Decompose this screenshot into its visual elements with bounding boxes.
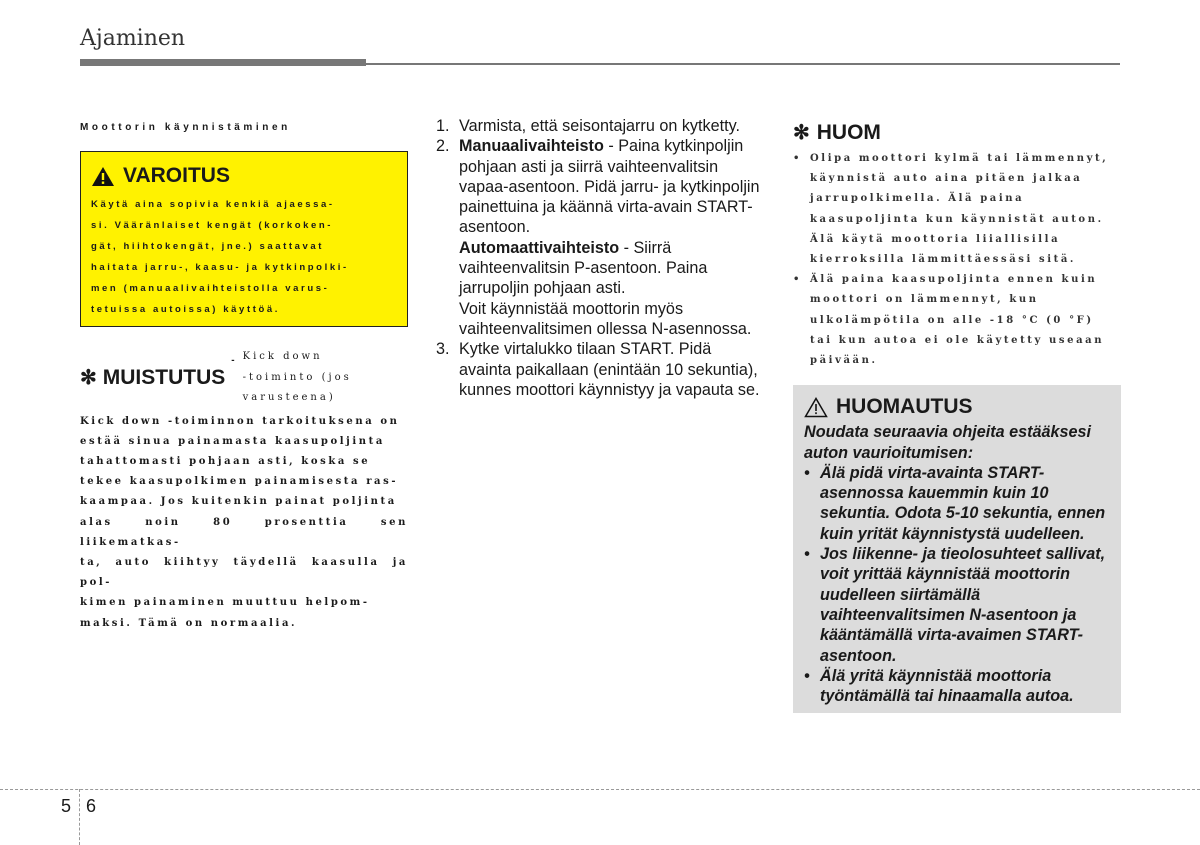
chapter-number: 5 bbox=[61, 796, 72, 816]
note-body-line: kimen painaminen muuttuu helpom- bbox=[80, 597, 370, 609]
note-body-line: Kick down -toiminnon tarkoituksena on bbox=[80, 415, 400, 427]
manual-transmission-label: Manuaalivaihteisto bbox=[459, 137, 604, 156]
note-subtitle-line: -toiminto (jos bbox=[242, 371, 352, 383]
note-body-line: alas noin 80 prosenttia sen liikematkas- bbox=[80, 516, 408, 548]
warning-line: men (manuaalivaihteistolla varus- bbox=[91, 283, 330, 294]
step-number: 3. bbox=[436, 340, 450, 359]
step-item bbox=[436, 116, 766, 136]
caution-item-text: Älä pidä virta-avainta START-asennossa kauemmin kuin 10 sekuntia. Odota 5-10 sekuntia, ennen kuin yrität käynnistystä uudelleen. bbox=[820, 463, 1106, 543]
header-rule-thin bbox=[366, 63, 1120, 65]
note-body-line: kaampaa. Jos kuitenkin painat poljinta bbox=[80, 496, 397, 508]
note-body bbox=[80, 412, 408, 634]
note-subtitle-line: varusteena) bbox=[242, 392, 336, 403]
step-item bbox=[436, 136, 766, 237]
step-subparagraph bbox=[436, 299, 766, 340]
bullet: • bbox=[793, 153, 802, 164]
footer-dashed-rule bbox=[0, 789, 1200, 790]
section-heading: Moottorin käynnistäminen bbox=[80, 122, 291, 133]
step-text: Kytke virtalukko tilaan START. Pidä avainta paikallaan (enintään 10 sekuntia), kunnes moottori käynnistyy ja vapauta se. bbox=[459, 340, 760, 399]
huom-title-row bbox=[793, 120, 1121, 145]
huom-item-text: Älä paina kaasupoljinta ennen kuin moottori on lämmennyt, kun ulkolämpötila on alle -18 °C (0 °F) tai kun autoa ei ole käytetty useaan päivään. bbox=[810, 274, 1105, 367]
automatic-transmission-label: Automaattivaihteisto bbox=[459, 238, 620, 257]
warning-title: VAROITUS bbox=[123, 164, 230, 187]
warning-text bbox=[91, 194, 397, 320]
manual-transmission-text: - Paina kytkinpoljin pohjaan asti ja siirrä vaihteenvalitsin vapaa-asentoon. Pidä jarru- ja kytkinpoljin painettuina ja käännä virta-avain START-asentoon. bbox=[459, 137, 760, 237]
note-dash: - bbox=[231, 355, 235, 366]
caution-item bbox=[804, 544, 1110, 666]
note-subtitle bbox=[243, 347, 363, 409]
note-body-line: maksi. Tämä on normaalia. bbox=[80, 617, 298, 629]
caution-box bbox=[793, 385, 1121, 713]
caution-item-text: Älä yritä käynnistää moottoria työntämällä tai hinaamalla autoa. bbox=[820, 666, 1074, 706]
bullet: • bbox=[804, 463, 810, 482]
step-item bbox=[436, 339, 766, 400]
caution-title: HUOMAUTUS bbox=[836, 395, 973, 419]
step-subparagraph bbox=[436, 238, 766, 299]
step-text: Varmista, että seisontajarru on kytketty. bbox=[459, 117, 740, 135]
asterisk-icon: ✻ bbox=[793, 122, 810, 144]
warning-triangle-icon bbox=[91, 166, 115, 187]
warning-title-row bbox=[91, 164, 397, 188]
note-body-line: ta, auto kiihtyy täydellä kaasulla ja pol- bbox=[80, 556, 408, 589]
asterisk-icon: ✻ bbox=[80, 367, 97, 390]
warning-line: haitata jarru-, kaasu- ja kytkinpolki- bbox=[91, 262, 349, 273]
caution-triangle-icon bbox=[804, 397, 828, 418]
step-number: 1. bbox=[436, 117, 450, 135]
automatic-transmission-text: - Siirrä vaihteenvalitsin P-asentoon. Paina jarrupoljin pohjaan asti. bbox=[459, 238, 708, 298]
huom-title: HUOM bbox=[816, 120, 881, 144]
warning-line: tetuissa autoissa) käyttöä. bbox=[91, 304, 280, 315]
note-subtitle-line: Kick down bbox=[242, 351, 323, 362]
caution-list bbox=[804, 463, 1110, 707]
warning-line: si. Vääränlaiset kengät (korkoken- bbox=[91, 220, 334, 231]
warning-box bbox=[80, 151, 408, 327]
step-text bbox=[459, 238, 766, 299]
step-number: 2. bbox=[436, 137, 450, 156]
huom-item bbox=[793, 270, 1121, 371]
note-title: MUISTUTUS bbox=[102, 365, 226, 389]
note-body-line: estää sinua painamasta kaasupoljinta bbox=[80, 435, 385, 447]
start-steps-list bbox=[436, 116, 766, 400]
note-title-row bbox=[80, 347, 225, 409]
note-header bbox=[80, 347, 408, 409]
caution-title-row bbox=[804, 395, 1110, 419]
warning-line: gät, hiihtokengät, jne.) saattavat bbox=[91, 241, 325, 252]
step-text bbox=[459, 136, 766, 237]
huom-item-text: Olipa moottori kylmä tai lämmennyt, käynnistä auto aina pitäen jalkaa jarrupolkimella. Älä paina kaasupoljinta kun käynnistät auton. Älä käytä moottoria liiallisilla kierroksilla lämmittäessäsi sitä. bbox=[810, 153, 1109, 266]
page-number: 6 bbox=[86, 796, 97, 816]
huom-item bbox=[793, 149, 1121, 270]
huom-list bbox=[793, 149, 1121, 371]
page-header-title: Ajaminen bbox=[80, 26, 186, 51]
caution-item-text: Jos liikenne- ja tieolosuhteet sallivat, voit yrittää käynnistää moottorin uudelleen siirtämällä vaihteenvalitsimen N-asentoon ja kääntämällä virta-avaimen START-asentoon. bbox=[820, 545, 1106, 665]
warning-line: Käytä aina sopivia kenkiä ajaessa- bbox=[91, 199, 335, 210]
caution-lead: Noudata seuraavia ohjeita estääksesi auton vaurioitumisen: bbox=[804, 423, 1092, 462]
middle-column bbox=[436, 116, 766, 400]
footer-dashed-divider bbox=[79, 789, 80, 845]
header-rule-thick bbox=[80, 59, 366, 66]
step-extra-text: Voit käynnistää moottorin myös vaihteenvalitsimen ollessa N-asennossa. bbox=[459, 299, 752, 338]
caution-item bbox=[804, 666, 1110, 707]
note-body-line: tekee kaasupolkimen painamisesta ras- bbox=[80, 476, 399, 488]
bullet: • bbox=[793, 274, 802, 286]
bullet: • bbox=[804, 666, 810, 685]
caution-item bbox=[804, 463, 1110, 544]
right-column bbox=[793, 120, 1121, 713]
note-body-line: tahattomasti pohjaan asti, koska se bbox=[80, 455, 371, 467]
left-column bbox=[80, 122, 408, 634]
bullet: • bbox=[804, 545, 810, 564]
